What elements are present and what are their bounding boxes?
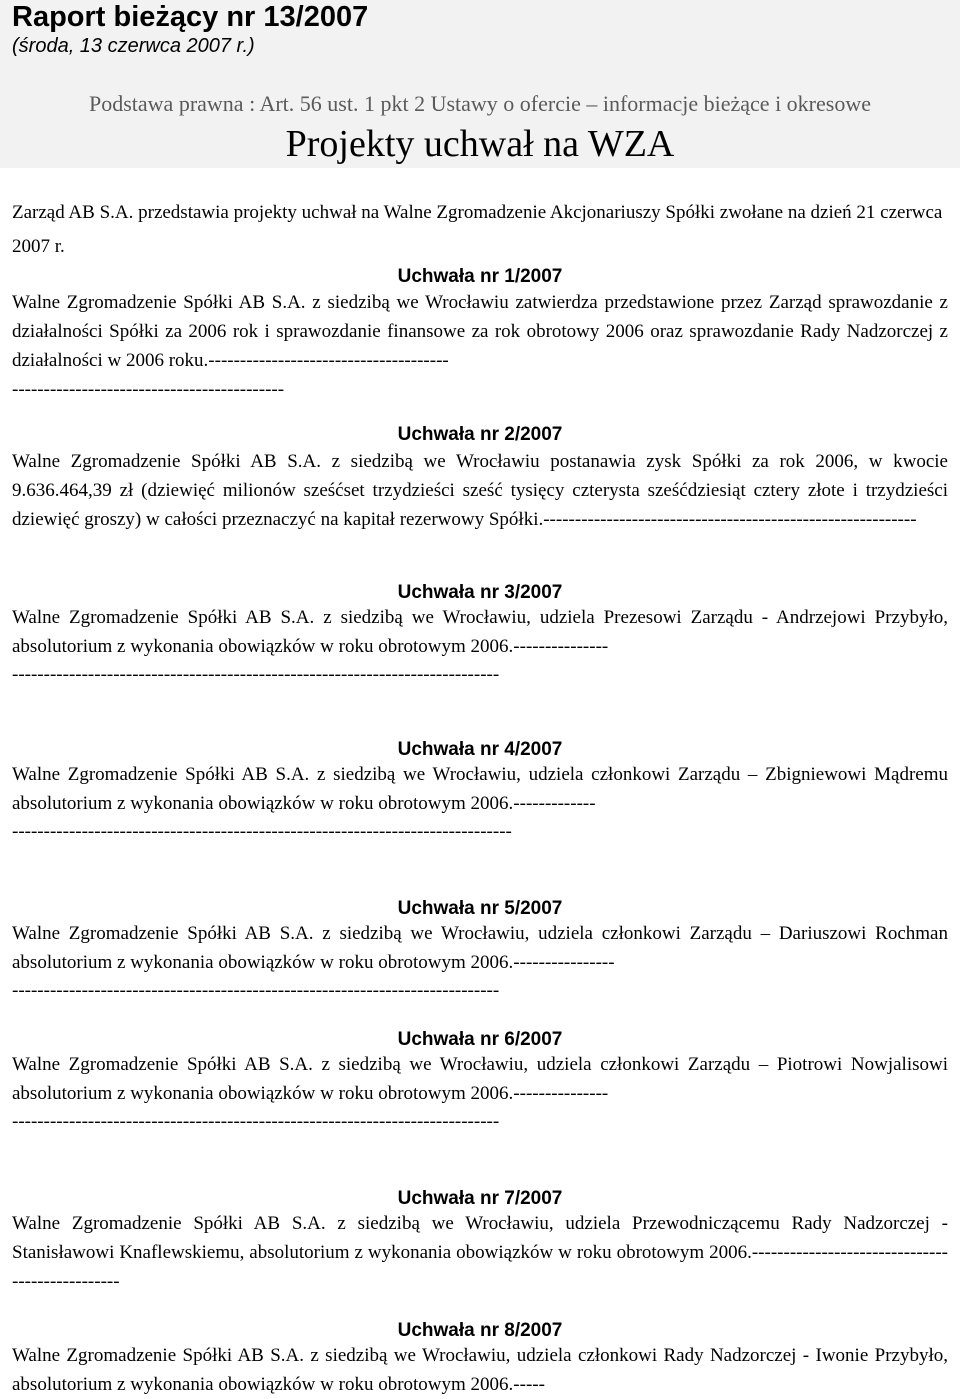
resolution-8-title: Uchwała nr 8/2007 bbox=[397, 1320, 563, 1341]
resolution-2-text: Walne Zgromadzenie Spółki AB S.A. z siedzibą we Wrocławiu postanawia zysk Spółki za rok 2006, w kwocie 9.636.464,39 zł (dziewięć milionów sześćset trzydzieści sześć tysięcy czterysta sześćdziesiąt cztery złote i trzydzieści dziewięć groszy) w całości przeznaczyć na kapitał rezerwowy Spółki.----------------------------------------------------------- bbox=[12, 451, 948, 530]
resolution-4-dashes: ------------------------------------------------------------------------------- bbox=[12, 821, 512, 842]
resolution-5-dashes: ----------------------------------------------------------------------------- bbox=[12, 980, 500, 1001]
resolution-4-text: Walne Zgromadzenie Spółki AB S.A. z siedzibą we Wrocławiu, udziela członkowi Zarządu – Zbigniewowi Mądremu absolutorium z wykonania obowiązków w roku obrotowym 2006.------------- bbox=[12, 764, 948, 814]
report-date: (środa, 13 czerwca 2007 r.) bbox=[12, 35, 255, 57]
resolution-4-title: Uchwała nr 4/2007 bbox=[397, 739, 563, 760]
resolution-3-title: Uchwała nr 3/2007 bbox=[397, 582, 563, 603]
resolution-2-title: Uchwała nr 2/2007 bbox=[397, 424, 563, 445]
resolution-1-text: Walne Zgromadzenie Spółki AB S.A. z siedzibą we Wrocławiu zatwierdza przedstawione przez Zarząd sprawozdanie z działalności Spółki za 2006 rok i sprawozdanie finansowe za rok obrotowy 2006 oraz sprawozdanie Rady Nadzorczej z działalności w 2006 roku.-------------------------------------- bbox=[12, 292, 948, 371]
resolution-3-text: Walne Zgromadzenie Spółki AB S.A. z siedzibą we Wrocławiu, udziela Prezesowi Zarządu - Andrzejowi Przybyło, absolutorium z wykonania obowiązków w roku obrotowym 2006.--------------- bbox=[12, 607, 948, 657]
resolution-3-dashes: ----------------------------------------------------------------------------- bbox=[12, 664, 500, 685]
intro-paragraph: Zarząd AB S.A. przedstawia projekty uchwał na Walne Zgromadzenie Akcjonariuszy Spółki zwołane na dzień 21 czerwca 2007 r. bbox=[12, 202, 943, 257]
resolution-6-text: Walne Zgromadzenie Spółki AB S.A. z siedzibą we Wrocławiu, udziela członkowi Zarządu – Piotrowi Nowjalisowi absolutorium z wykonania obowiązków w roku obrotowym 2006.--------------- bbox=[12, 1054, 948, 1104]
legal-basis: Podstawa prawna : Art. 56 ust. 1 pkt 2 Ustawy o ofercie – informacje bieżące i okresowe bbox=[89, 91, 871, 116]
resolution-1-dashes: ------------------------------------------- bbox=[12, 379, 285, 400]
resolution-8-text: Walne Zgromadzenie Spółki AB S.A. z siedzibą we Wrocławiu, udziela członkowi Rady Nadzorczej - Iwonie Przybyło, absolutorium z wykonania obowiązków w roku obrotowym 2006.----- bbox=[12, 1345, 948, 1395]
resolution-1-title: Uchwała nr 1/2007 bbox=[397, 266, 563, 287]
report-title: Raport bieżący nr 13/2007 bbox=[12, 1, 369, 33]
resolution-5-text: Walne Zgromadzenie Spółki AB S.A. z siedzibą we Wrocławiu, udziela członkowi Zarządu – Dariuszowi Rochman absolutorium z wykonania obowiązków w roku obrotowym 2006.---------------- bbox=[12, 923, 948, 973]
section-heading: Projekty uchwał na WZA bbox=[285, 123, 675, 165]
resolution-6-dashes: ----------------------------------------------------------------------------- bbox=[12, 1111, 500, 1132]
resolution-7-text: Walne Zgromadzenie Spółki AB S.A. z siedzibą we Wrocławiu, udziela Przewodniczącemu Rady Nadzorczej - Stanisławowi Knaflewskiemu, absolutorium z wykonania obowiązków w roku obrotowym 2006.------------------------------------------------ bbox=[12, 1213, 948, 1292]
resolution-5-title: Uchwała nr 5/2007 bbox=[397, 898, 563, 919]
resolution-7-title: Uchwała nr 7/2007 bbox=[397, 1188, 563, 1209]
resolution-6-title: Uchwała nr 6/2007 bbox=[397, 1029, 563, 1050]
